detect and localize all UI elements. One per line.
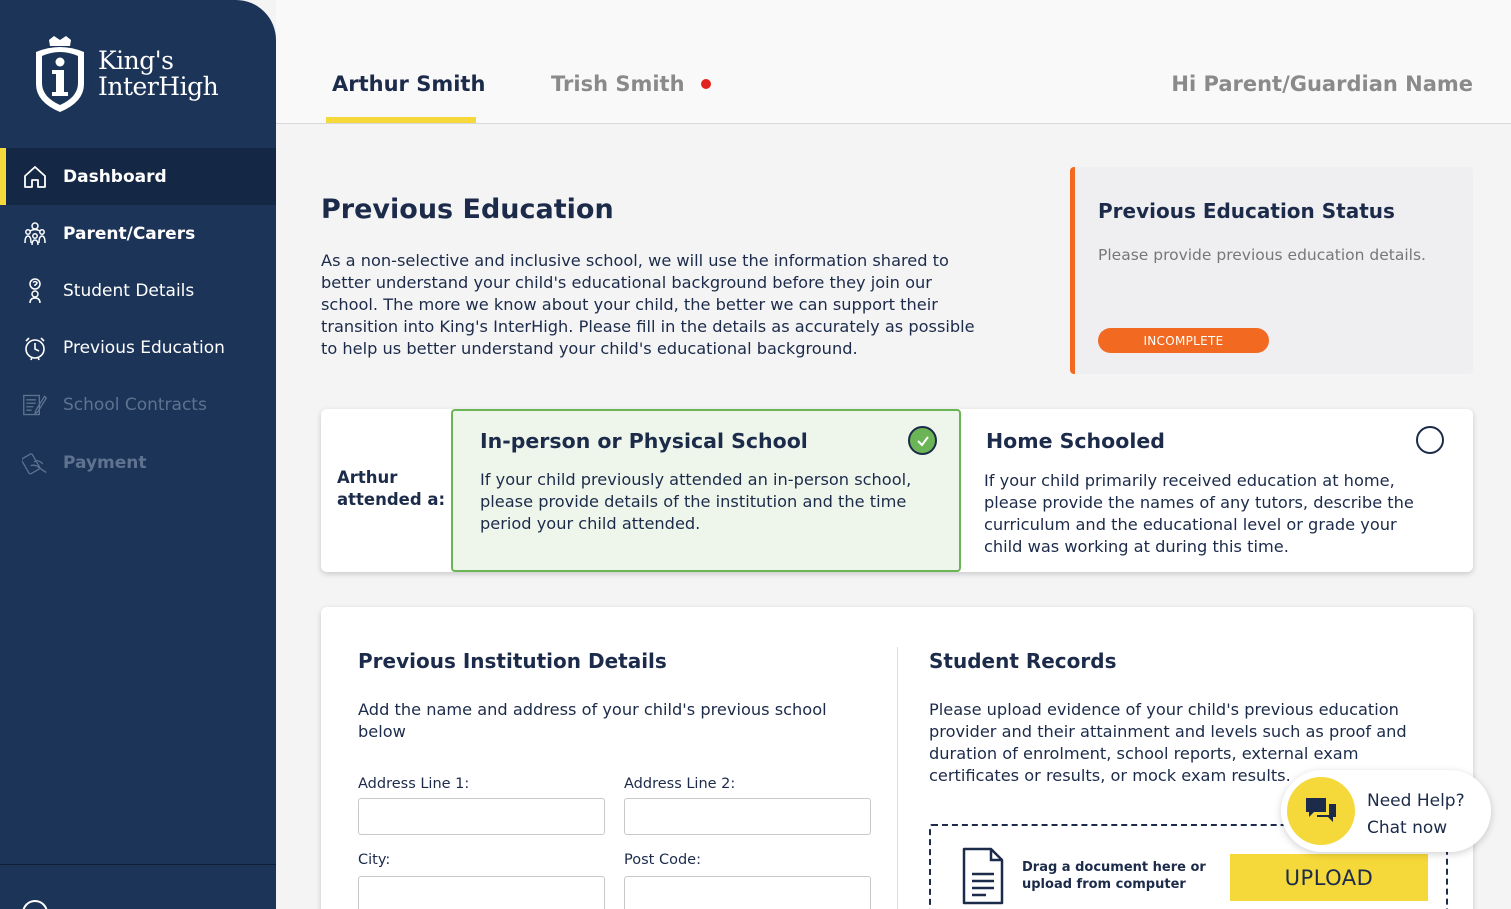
- address-line-2-input[interactable]: [624, 798, 871, 835]
- check-icon: [908, 426, 937, 455]
- column-divider: [897, 647, 898, 909]
- records-title: Student Records: [929, 649, 1117, 673]
- brand-wordmark: [98, 48, 218, 100]
- option-home-schooled[interactable]: [961, 409, 1473, 572]
- tab-arthur-smith[interactable]: Arthur Smith: [332, 72, 486, 96]
- tab-label: Trish Smith: [551, 72, 685, 96]
- student-icon: [22, 278, 48, 304]
- top-header: [276, 0, 1511, 124]
- details-card: [321, 607, 1473, 909]
- sidebar-item-label: Previous Education: [63, 337, 225, 358]
- sidebar-item-dashboard[interactable]: [0, 148, 276, 205]
- page-title: Previous Education: [321, 194, 614, 225]
- attendance-choice-card: [321, 409, 1473, 572]
- brand-line-1: King's: [98, 46, 174, 75]
- option-in-person-school[interactable]: [451, 409, 961, 572]
- sidebar-item-label: Student Details: [63, 280, 195, 301]
- active-tab-indicator: [326, 117, 476, 123]
- help-line-2: Chat now: [1367, 818, 1448, 838]
- address2-label: Address Line 2:: [624, 776, 736, 792]
- sidebar-item-label: Dashboard: [63, 166, 167, 187]
- upload-hint: [1022, 859, 1212, 893]
- sidebar-nav: [0, 148, 276, 493]
- upload-hint-line-2: upload from computer: [1022, 877, 1186, 892]
- upload-button[interactable]: UPLOAD: [1230, 854, 1428, 901]
- family-icon: [22, 221, 48, 247]
- status-text: Please provide previous education details.: [1098, 246, 1426, 264]
- home-icon: [22, 164, 48, 190]
- payment-icon: [22, 450, 48, 476]
- tab-trish-smith[interactable]: [551, 72, 711, 96]
- postcode-label: Post Code:: [624, 852, 701, 868]
- option-title: In-person or Physical School: [480, 429, 808, 453]
- sidebar-item-label: Payment: [63, 453, 147, 473]
- city-label: City:: [358, 852, 391, 868]
- sidebar-item-label: School Contracts: [63, 394, 207, 415]
- sidebar-item-previous-education[interactable]: [0, 319, 276, 376]
- notification-dot: [701, 79, 711, 89]
- help-line-1: Need Help?: [1367, 791, 1465, 811]
- brand-logo[interactable]: [30, 34, 218, 114]
- records-desc: Please upload evidence of your child's previous education provider and their attainment and levels such as proof and duration of enrolment, school reports, external exam certificates or results, or mock exam results.: [929, 700, 1407, 785]
- option-description: If your child previously attended an in-person school, please provide details of the institution and the time period your child attended.: [480, 470, 912, 533]
- help-text: [1367, 788, 1465, 842]
- address-line-1-input[interactable]: [358, 798, 605, 835]
- sidebar-item-student-details[interactable]: [0, 262, 276, 319]
- sidebar-divider: [0, 864, 276, 865]
- institution-title: Previous Institution Details: [358, 649, 667, 673]
- user-greeting: Hi Parent/Guardian Name: [1171, 72, 1473, 96]
- attended-label-line-1: Arthur: [337, 468, 398, 487]
- brand-line-2: InterHigh: [98, 72, 219, 101]
- option-description: If your child primarily received education at home, please provide the names of any tutors, describe the curriculum and the educational level or grade your child was working at during this time.: [984, 471, 1414, 556]
- document-icon: [961, 846, 1005, 906]
- status-card: [1070, 167, 1473, 374]
- address1-label: Address Line 1:: [358, 776, 470, 792]
- chat-bubble-icon: [1287, 777, 1355, 845]
- city-input[interactable]: [358, 876, 605, 909]
- status-badge: INCOMPLETE: [1098, 328, 1269, 353]
- sidebar: [0, 0, 276, 909]
- intro-text: As a non-selective and inclusive school, we will use the information shared to better understand your child's educational background before they join our school. The more we know about your child, the better we can support their transition into King's InterHigh. Please fill in the details as accurately as possible to help us better understand your child's educational background.: [321, 251, 975, 358]
- sidebar-item-payment: [0, 433, 276, 493]
- sidebar-item-label: Parent/Carers: [63, 223, 196, 244]
- contract-icon: [22, 392, 48, 418]
- attended-label-line-2: attended a:: [337, 490, 446, 509]
- option-title: Home Schooled: [986, 429, 1165, 453]
- account-icon[interactable]: [22, 900, 48, 909]
- sidebar-item-parent-carers[interactable]: [0, 205, 276, 262]
- upload-hint-line-1: Drag a document here or: [1022, 860, 1206, 875]
- attended-label: [337, 467, 445, 511]
- help-chat-widget[interactable]: [1281, 770, 1491, 852]
- crest-icon: [30, 34, 90, 114]
- post-code-input[interactable]: [624, 876, 871, 909]
- status-title: Previous Education Status: [1098, 199, 1395, 223]
- sidebar-item-school-contracts: [0, 376, 276, 433]
- radio-unselected-icon[interactable]: [1416, 426, 1444, 454]
- institution-desc: Add the name and address of your child's previous school below: [358, 700, 827, 741]
- clock-icon: [22, 335, 48, 361]
